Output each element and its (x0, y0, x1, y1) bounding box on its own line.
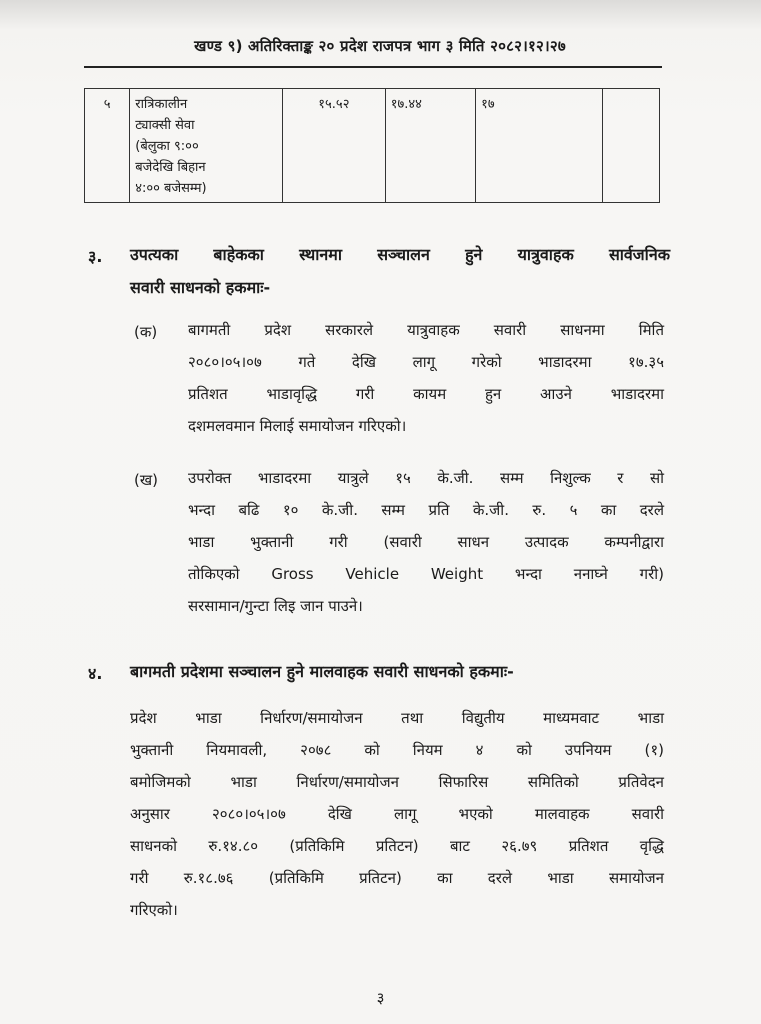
item-ka-text (188, 314, 664, 442)
heading-line: सवारी साधनको हकमाः- (130, 278, 271, 297)
para-line: सरसामान/गुन्टा लिइ जान पाउने। (188, 597, 363, 615)
header-rule (84, 66, 662, 68)
cell-value-3: १७ (476, 89, 603, 203)
para-line: प्रतिशत भाडावृद्धि गरी कायम हुन आउने भाडादरमा (188, 385, 664, 403)
para-line: प्रदेश भाडा निर्धारण/समायोजन तथा विद्युतीय माध्यमवाट भाडा (130, 709, 664, 727)
para-line: गरिएको। (130, 901, 178, 919)
cell-description (130, 89, 283, 203)
para-line: बमोजिमको भाडा निर्धारण/समायोजन सिफारिस समितिको प्रतिवेदन (130, 773, 664, 791)
cell-value-2: १७.४४ (385, 89, 475, 203)
para-line: भुक्तानी नियमावली, २०७८ को नियम ४ को उपनियम (१) (130, 741, 664, 759)
para-line: साधनको रु.१४.८० (प्रतिकिमि प्रतिटन) बाट २६.७९ प्रतिशत वृद्धि (130, 837, 664, 855)
table-row (85, 89, 660, 203)
cell-value-4 (603, 89, 660, 203)
para-line: दशमलवमान मिलाई समायोजन गरिएको। (188, 417, 407, 435)
para-line: भाडा भुक्तानी गरी (सवारी साधन उत्पादक कम्पनीद्वारा (188, 533, 664, 551)
item-kha-label: (ख) (134, 471, 158, 489)
section-4-heading: बागमती प्रदेशमा सञ्चालन हुने मालवाहक सवारी साधनको हकमाः- (130, 662, 514, 681)
cell-value-1: १५.५२ (283, 89, 386, 203)
section-4-number: ४. (88, 664, 103, 683)
cell-serial: ५ (85, 89, 130, 203)
fare-table (84, 88, 660, 203)
heading-line: उपत्यका बाहेकका स्थानमा सञ्चालन हुने यात्रुवाहक सार्वजनिक (130, 245, 670, 264)
para-line: तोकिएको Gross Vehicle Weight भन्दा ननाघ्ने गरी) (188, 565, 664, 583)
para-line: २०८०।०५।०७ गते देखि लागू गरेको भाडादरमा १७.३५ (188, 353, 664, 371)
desc-line: ट्याक्सी सेवा (135, 118, 195, 133)
section-3-heading (130, 238, 670, 304)
para-line: उपरोक्त भाडादरमा यात्रुले १५ के.जी. सम्म निशुल्क र सो (188, 469, 664, 487)
desc-line: रात्रिकालीन (135, 97, 188, 112)
para-line: गरी रु.१८.७६ (प्रतिकिमि प्रतिटन) का दरले भाडा समायोजन (130, 869, 664, 887)
para-line: अनुसार २०८०।०५।०७ देखि लागू भएको मालवाहक सवारी (130, 805, 664, 823)
item-kha-text (188, 462, 664, 622)
desc-line: बजेदेखि बिहान (135, 160, 206, 175)
page-header: खण्ड ९) अतिरिक्ताङ्क २० प्रदेश राजपत्र भाग ३ मिति २०८२।१२।२७ (194, 37, 566, 55)
section-4-text (130, 702, 664, 926)
para-line: बागमती प्रदेश सरकारले यात्रुवाहक सवारी साधनमा मिति (188, 321, 664, 339)
page-number: ३ (376, 989, 385, 1007)
para-line: भन्दा बढि १० के.जी. सम्म प्रति के.जी. रु. ५ का दरले (188, 501, 664, 519)
section-3-number: ३. (88, 247, 103, 266)
desc-line: ४:०० बजेसम्म) (135, 181, 207, 196)
desc-line: (बेलुका ९:०० (135, 139, 199, 154)
item-ka-label: (क) (134, 323, 158, 341)
